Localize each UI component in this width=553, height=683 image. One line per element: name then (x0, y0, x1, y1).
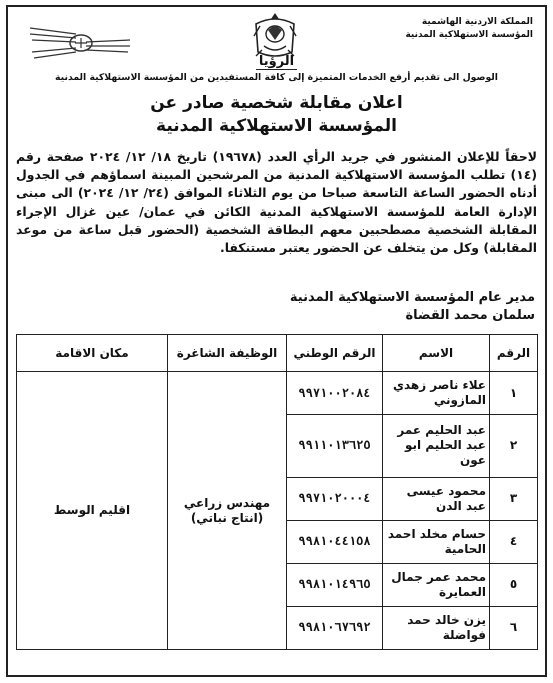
candidate-name: حسام مخلد احمد الحامية (383, 520, 490, 563)
row-number: ١ (490, 372, 538, 415)
org-header (405, 16, 533, 42)
national-id: ٩٩١١٠١٣٦٢٥ (287, 415, 383, 478)
title-line-2: المؤسسة الاستهلاكية المدنية (156, 116, 397, 136)
row-number: ٢ (490, 415, 538, 478)
header-name: الاسم (383, 335, 490, 372)
org-line-2: المؤسسة الاستهلاكية المدنية (405, 30, 533, 40)
table-header-row (17, 335, 538, 372)
signature-name: سلمان محمد القضاة (405, 308, 535, 323)
candidate-name: يزن خالد حمد فواضلة (383, 606, 490, 649)
row-number: ٣ (490, 477, 538, 520)
title-line-1: اعلان مقابلة شخصية صادر عن (150, 93, 403, 113)
job-cell: مهندس زراعي (انتاج نباتي) (168, 372, 287, 650)
national-id: ٩٩٨١٠٦٧٦٩٢ (287, 606, 383, 649)
candidate-name: علاء ناصر زهدي المازوني (383, 372, 490, 415)
national-id: ٩٩٧١٠٠٢٠٨٤ (287, 372, 383, 415)
header-national-id: الرقم الوطني (287, 335, 383, 372)
national-id: ٩٩٧١٠٢٠٠٠٤ (287, 477, 383, 520)
header-number: الرقم (490, 335, 538, 372)
candidates-table (16, 334, 538, 650)
candidate-name: محمود عيسى عبد الدن (383, 477, 490, 520)
org-line-1: المملكة الاردنية الهاشمية (421, 17, 533, 27)
row-number: ٤ (490, 520, 538, 563)
national-id: ٩٩٨١٠٤٤١٥٨ (287, 520, 383, 563)
signature-block (290, 289, 535, 325)
vision-heading (0, 54, 553, 69)
place-cell: اقليم الوسط (17, 372, 168, 650)
vision-statement: الوصول الى تقديم أرفع الخدمات المتميزة إلى كافة المستفيدين من المؤسسة الاستهلاكية المدنية (55, 72, 498, 83)
announcement-title (0, 92, 553, 138)
table-row (17, 372, 538, 415)
candidate-name: عبد الحليم عمر عبد الحليم ابو عون (383, 415, 490, 478)
vision-heading-text: الرؤيا (256, 54, 297, 70)
header-job: الوظيفة الشاغرة (168, 335, 287, 372)
row-number: ٦ (490, 606, 538, 649)
row-number: ٥ (490, 563, 538, 606)
candidate-name: محمد عمر جمال العمايرة (383, 563, 490, 606)
header-place: مكان الاقامة (17, 335, 168, 372)
coat-of-arms-icon (248, 10, 302, 60)
national-id: ٩٩٨١٠١٤٩٦٥ (287, 563, 383, 606)
announcement-body: لاحقاً للإعلان المنشور في جريد الرأي العدد (١٩٦٧٨) تاريخ ١٨/ ١٢/ ٢٠٢٤ صفحة رقم (١٤) تطلب المؤسسة الاستهلاكية المدنية من المرشحين المبينة اسماؤهم في الجدول أدناه الحضور الساعة التاسعة صباحا من يوم الثلاثاء الموافق (٢٤/ ١٢/ ٢٠٢٤) الى مبنى الإدارة العامة للمؤسسة الاستهلاكية المدنية الكائن في عمان/ عين غزال الإجراء المقابلة الشخصية مصطحبين معهم البطاقة الشخصية (الحضور قبل ساعة من موعد المقابلة) وكل من يتخلف عن الحضور يعتبر مستنكفا. (16, 149, 537, 256)
signature-title: مدير عام المؤسسة الاستهلاكية المدنية (289, 290, 535, 305)
